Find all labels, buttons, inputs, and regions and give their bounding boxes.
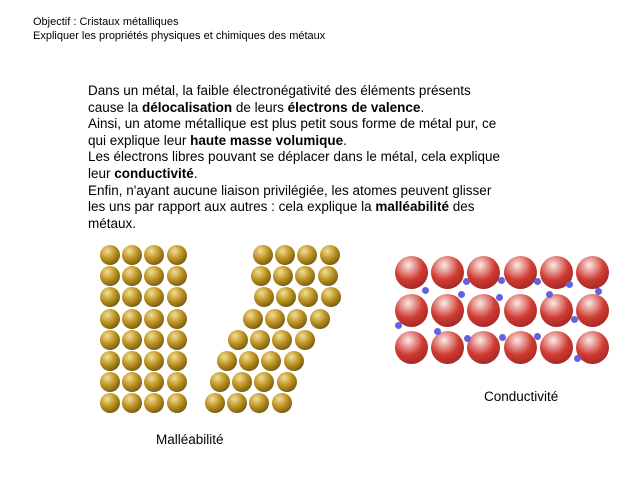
body-text-line: les uns par rapport aux autres : cela explique la malléabilité des — [88, 199, 475, 215]
free-electron-dot — [566, 281, 573, 288]
metal-cation-sphere — [576, 256, 609, 289]
free-electron-dot — [571, 316, 578, 323]
body-text-line: leur conductivité. — [88, 165, 198, 181]
metal-cation-sphere — [540, 331, 573, 364]
header-subtitle: Expliquer les propriétés physiques et chimiques des métaux — [33, 29, 326, 42]
body-text-line: qui explique leur haute masse volumique. — [88, 132, 347, 148]
body-text-line: Enfin, n'ayant aucune liaison privilégiée, les atomes peuvent glisser — [88, 182, 492, 198]
metal-cation-sphere — [431, 331, 464, 364]
body-text-line: Ainsi, un atome métallique est plus petit sous forme de métal pur, ce — [88, 116, 497, 132]
free-electron-dot — [534, 333, 541, 340]
body-text-line: métaux. — [88, 215, 137, 231]
conductivity-label: Conductivité — [484, 389, 559, 404]
free-electron-dot — [463, 278, 470, 285]
metal-cation-sphere — [431, 294, 464, 327]
free-electron-dot — [498, 277, 505, 284]
metal-cation-sphere — [576, 294, 609, 327]
free-electron-dot — [534, 278, 541, 285]
metal-cation-sphere — [431, 256, 464, 289]
metal-cation-sphere — [576, 331, 609, 364]
metal-cation-sphere — [395, 256, 428, 289]
free-electron-dot — [546, 291, 553, 298]
body-text-line: Les électrons libres pouvant se déplacer dans le métal, cela explique — [88, 149, 500, 165]
free-electron-dot — [595, 288, 602, 295]
free-electron-dot — [458, 291, 465, 298]
metal-cation-sphere — [540, 294, 573, 327]
free-electron-dot — [395, 322, 402, 329]
metal-cation-sphere — [504, 331, 537, 364]
free-electron-dot — [434, 328, 441, 335]
header-objective: Objectif : Cristaux métalliques — [33, 16, 179, 28]
body-text-line: cause la délocalisation de leurs électrons de valence. — [88, 99, 425, 115]
free-electron-dot — [499, 334, 506, 341]
metal-cation-sphere — [467, 331, 500, 364]
metal-cation-sphere — [467, 256, 500, 289]
body-text-line: Dans un métal, la faible électronégativité des éléments présents — [88, 83, 471, 98]
metal-cation-sphere — [504, 294, 537, 327]
free-electron-dot — [422, 287, 429, 294]
free-electron-dot — [464, 335, 471, 342]
metal-cation-sphere — [395, 331, 428, 364]
free-electron-dot — [496, 294, 503, 301]
malleability-label: Malléabilité — [156, 432, 224, 447]
metal-cation-sphere — [504, 256, 537, 289]
free-electron-dot — [574, 355, 581, 362]
